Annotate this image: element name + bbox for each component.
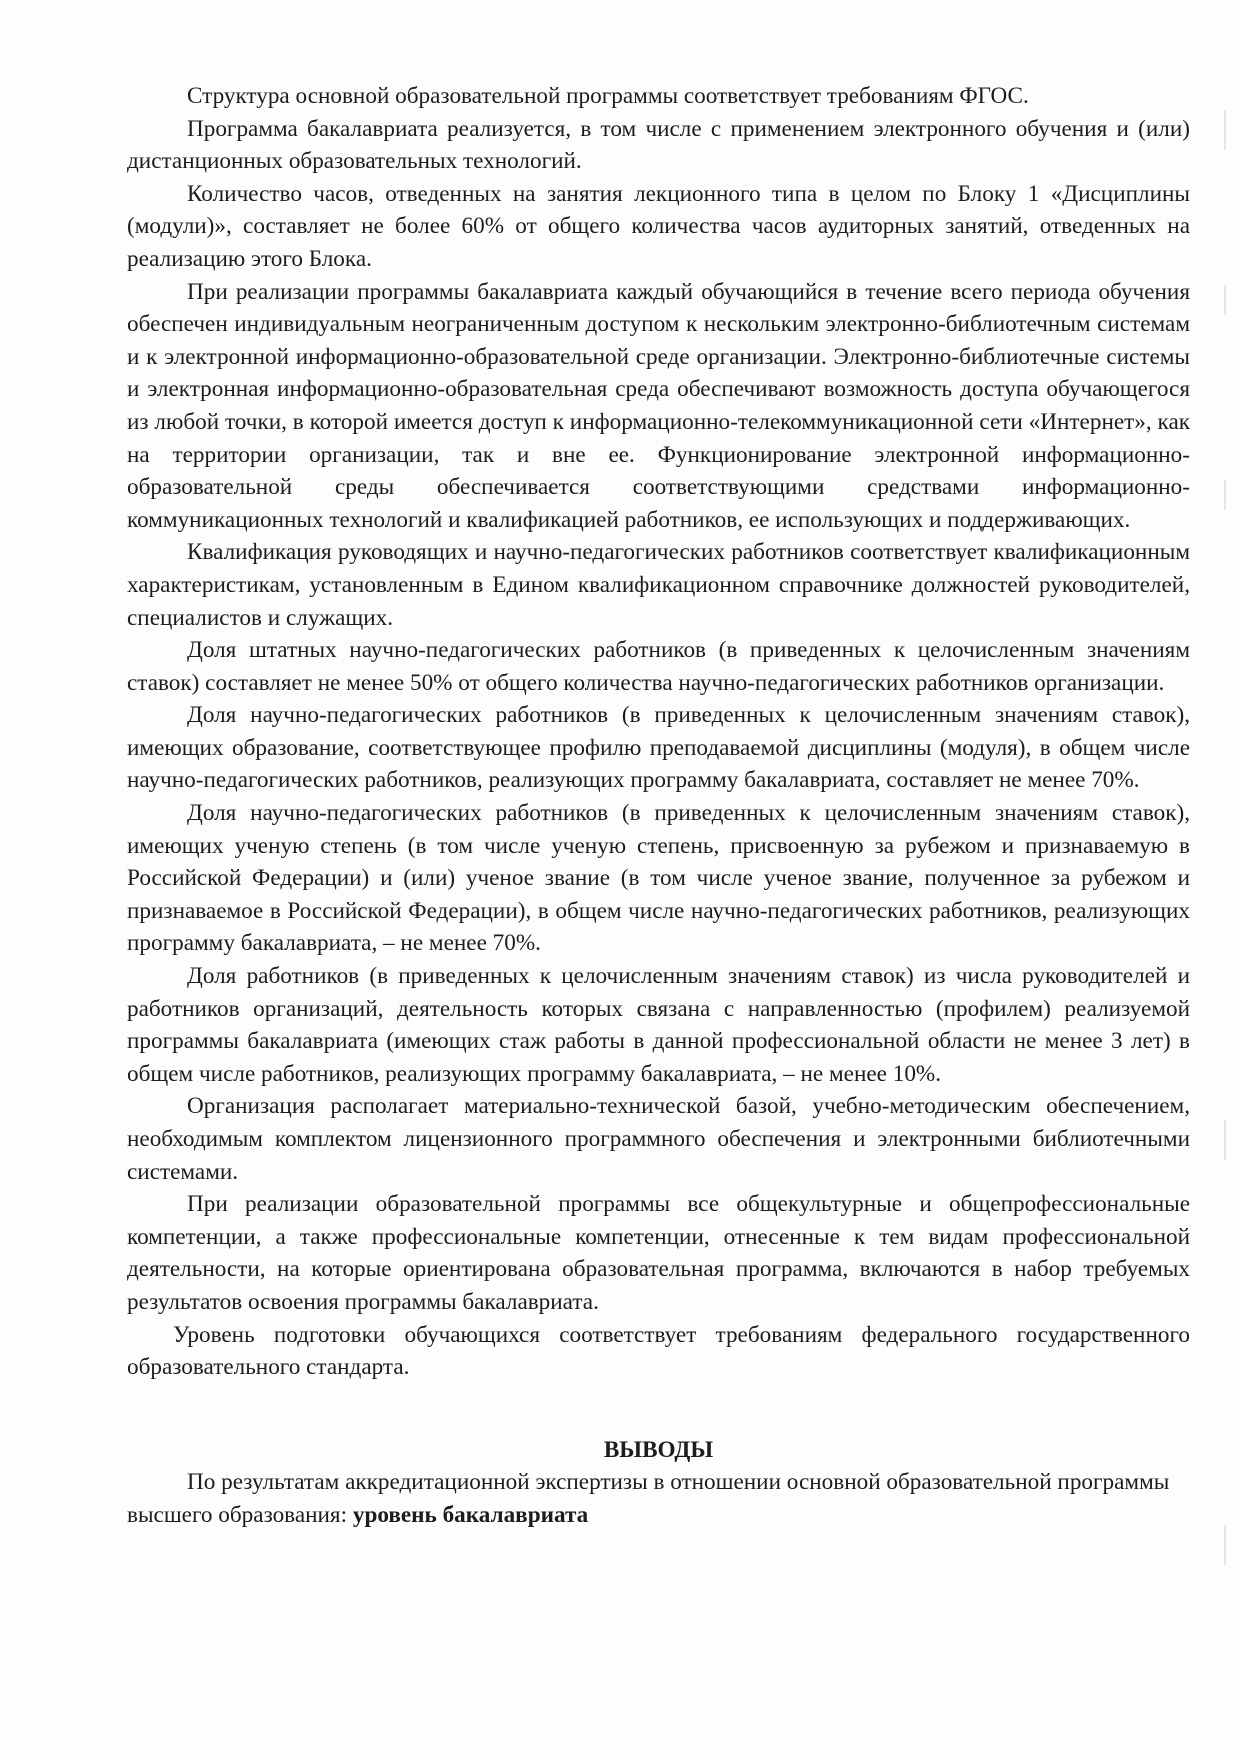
paragraph-structure: Структура основной образовательной программы соответствует требованиям ФГОС.	[187, 83, 1029, 109]
conclusion-bold-level: уровень бакалавриата	[352, 1501, 589, 1528]
paragraph-staff-qualification: Квалификация руководящих и научно-педагогических работников соответствует квалификационным характеристикам, установленным в Едином квалификационном справочнике должностей руководителей, специалистов и служащих.	[127, 539, 1190, 631]
paragraph-electronic-access: При реализации программы бакалавриата каждый обучающийся в течение всего периода обучения обеспечен индивидуальным неограниченным доступом к нескольким электронно-библиотечным системам и к электронной информационно-образовательной среде организации. Электронно-библиотечные системы и электронная информационно-образовательная среда обеспечивают возможность доступа обучающегося из любой точки, в которой имеется доступ к информационно-телекоммуникационной сети «Интернет», как на территории организации, так и вне ее. Функционирование электронной информационно-образовательной среды обеспечивается соответствующими средствами информационно-коммуникационных технологий и квалификацией работников, ее использующих и поддерживающих.	[127, 278, 1190, 533]
conclusion-text: По результатам аккредитационной экспертизы в отношении основной образовательной программы высшего образования:	[127, 1469, 1170, 1528]
conclusions-heading: ВЫВОДЫ	[603, 1436, 714, 1463]
paragraph-staff-share-50: Доля штатных научно-педагогических работников (в приведенных к целочисленным значениям ставок) составляет не менее 50% от общего количества научно-педагогических работников организации.	[127, 637, 1190, 696]
paragraph-conclusion	[127, 1466, 1190, 1531]
scan-artifact	[1224, 285, 1226, 315]
paragraph-profile-share-70: Доля научно-педагогических работников (в приведенных к целочисленным значениям ставок), имеющих образование, соответствующее профилю преподаваемой дисциплины (модуля), в общем числе научно-педагогических работников, реализующих программу бакалавриата, составляет не менее 70%.	[127, 702, 1190, 794]
paragraph-training-level: Уровень подготовки обучающихся соответствует требованиям федерального государственного образовательного стандарта.	[127, 1321, 1190, 1381]
paragraph-material-base: Организация располагает материально-технической базой, учебно-методическим обеспечением, необходимым комплектом лицензионного программного обеспечения и электронными библиотечными системами.	[127, 1093, 1190, 1185]
scan-artifact	[1224, 1120, 1226, 1160]
paragraph-e-learning: Программа бакалавриата реализуется, в том числе с применением электронного обучения и (или) дистанционных образовательных технологий.	[127, 115, 1190, 175]
paragraph-practitioners-share-10: Доля работников (в приведенных к целочисленным значениям ставок) из числа руководителей и работников организаций, деятельность которых связана с направленностью (профилем) реализуемой программы бакалавриата (имеющих стаж работы в данной профессиональной области не менее 3 лет) в общем числе работников, реализующих программу бакалавриата, – не менее 10%.	[127, 963, 1190, 1087]
document-body	[127, 80, 1190, 1532]
paragraph-degree-share-70: Доля научно-педагогических работников (в приведенных к целочисленным значениям ставок), имеющих ученую степень (в том числе ученую степень, присвоенную за рубежом и признаваемую в Российской Федерации) и (или) ученое звание (в том числе ученое звание, полученное за рубежом и признаваемое в Российской Федерации), в общем числе научно-педагогических работников, реализующих программу бакалавриата, – не менее 70%.	[127, 800, 1190, 957]
paragraph-competencies: При реализации образовательной программы все общекультурные и общепрофессиональные компетенции, а также профессиональные компетенции, отнесенные к тем видам профессиональной деятельности, на которые ориентирована образовательная программа, включаются в набор требуемых результатов освоения программы бакалавриата.	[127, 1191, 1190, 1315]
scan-artifact	[1224, 1525, 1226, 1565]
scan-artifact	[1224, 110, 1226, 150]
paragraph-lecture-hours: Количество часов, отведенных на занятия лекционного типа в целом по Блоку 1 «Дисциплины (модули)», составляет не более 60% от общего количества часов аудиторных занятий, отведенных на реализацию этого Блока.	[127, 180, 1190, 272]
scan-artifact	[1224, 480, 1226, 510]
